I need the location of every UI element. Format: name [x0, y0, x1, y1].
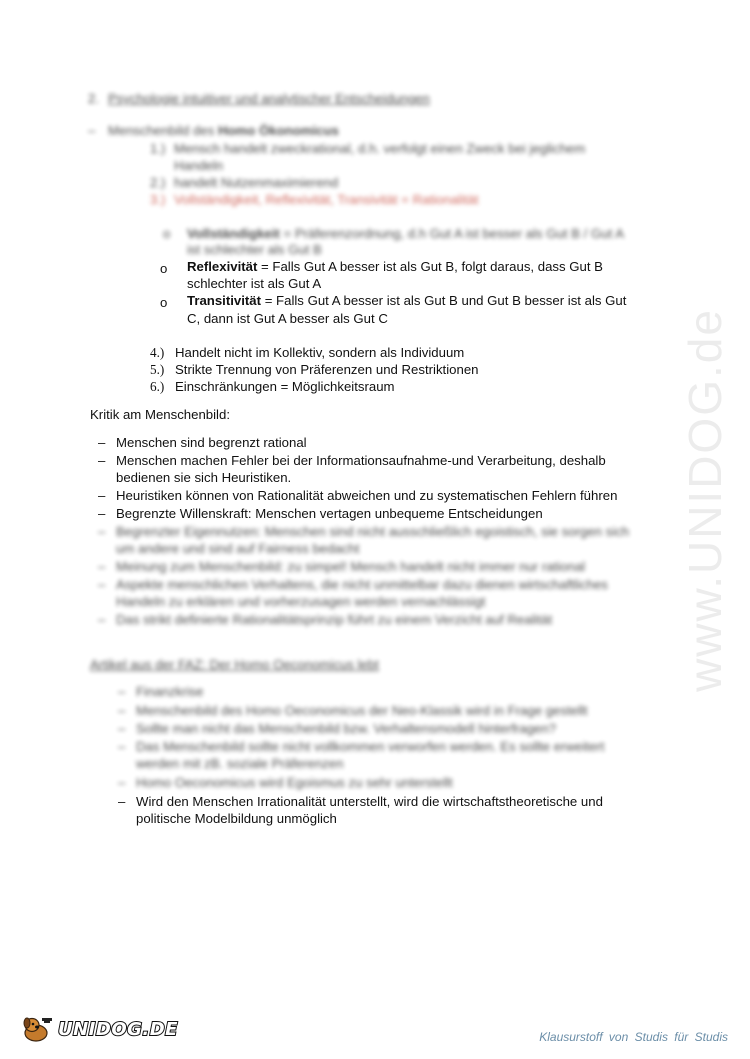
- sub-item-transitivitaet: Transitivität = Falls Gut A besser ist als Gut B und Gut B besser ist als Gut: [187, 293, 627, 308]
- item-num: 2.): [150, 175, 166, 190]
- kritik-item-cont: um andere und sind auf Fairness bedacht: [116, 541, 360, 556]
- item-text: Einschränkungen = Möglichkeitsraum: [175, 379, 395, 394]
- dash: –: [98, 435, 106, 450]
- sub-bullet: o: [163, 226, 171, 241]
- item-num: 6.): [150, 379, 165, 394]
- logo-text: UNIDOG.DE: [58, 1018, 178, 1040]
- dash: –: [98, 453, 106, 468]
- unidog-logo[interactable]: [22, 1014, 178, 1044]
- item-text: Strikte Trennung von Präferenzen und Restriktionen: [175, 362, 479, 377]
- artikel-item: Menschenbild des Homo Oeconomicus der Neo-Klassik wird in Frage gestellt: [136, 703, 588, 718]
- dash: –: [118, 721, 126, 736]
- kritik-item: Heuristiken können von Rationalität abweichen und zu systematischen Fehlern führen: [116, 488, 618, 503]
- dash: –: [98, 488, 106, 503]
- artikel-item: Das Menschenbild sollte nicht vollkommen verworfen werden. Es sollte erweitert: [136, 739, 605, 754]
- dash: –: [98, 506, 106, 521]
- dash: –: [118, 775, 126, 790]
- artikel-item: Wird den Menschen Irrationalität unterstellt, wird die wirtschaftstheoretische und: [136, 794, 603, 809]
- dash: –: [98, 524, 106, 539]
- section-dash: –: [88, 123, 96, 138]
- dash: –: [118, 739, 126, 754]
- sub-item-reflexivitaet: Reflexivität = Falls Gut A besser ist als Gut B, folgt daraus, dass Gut B: [187, 259, 603, 274]
- item-num: 3.): [150, 192, 166, 207]
- item-text-cont: Handeln: [174, 158, 224, 173]
- sub-item-text: Vollständigkeit = Präferenzordnung, d.h Gut A ist besser als Gut B / Gut A: [187, 226, 624, 241]
- sub-bullet: o: [160, 295, 168, 310]
- kritik-item: Menschen machen Fehler bei der Informationsaufnahme-und Verarbeitung, deshalb: [116, 453, 606, 468]
- artikel-item: Sollte man nicht das Menschenbild bzw. Verhaltensmodell hinterfragen?: [136, 721, 557, 736]
- kritik-item: Begrenzte Willenskraft: Menschen vertagen unbequeme Entscheidungen: [116, 506, 543, 521]
- item-num: 5.): [150, 362, 165, 377]
- sub-item-cont: C, dann ist Gut A besser als Gut C: [187, 311, 388, 326]
- item-text: handelt Nutzenmaximierend: [174, 175, 339, 190]
- artikel-item: Finanzkrise: [136, 684, 204, 699]
- item-text: Mensch handelt zweckrational, d.h. verfolgt einen Zweck bei jeglichem: [174, 141, 586, 156]
- dog-icon: [22, 1015, 54, 1043]
- item-text: Vollständigkeit, Reflexivität, Transivität = Rationalität: [174, 192, 479, 207]
- kritik-item: Menschen sind begrenzt rational: [116, 435, 307, 450]
- footer-slogan: Klausurstoff von Studis für Studis: [539, 1030, 728, 1044]
- kritik-item: Begrenzter Eigennutzen: Menschen sind nicht ausschließlich egoistisch, sie sorgen sich: [116, 524, 630, 539]
- dash: –: [98, 612, 106, 627]
- sub-item-cont: ist schlechter als Gut B: [187, 242, 322, 257]
- dash: –: [98, 577, 106, 592]
- dash: –: [118, 703, 126, 718]
- menschenbild-intro: Menschenbild des Homo Ökonomicus: [108, 123, 339, 138]
- artikel-item-cont: werden mit zB. soziale Präferenzen: [136, 756, 344, 771]
- artikel-title: Artikel aus der FAZ: Der Homo Oeconomicus lebt: [90, 657, 379, 672]
- item-num: 1.): [150, 141, 166, 156]
- sub-item-cont: schlechter ist als Gut A: [187, 276, 322, 291]
- kritik-item: Das strikt definierte Rationalitätsprinzip führt zu einem Verzicht auf Realität: [116, 612, 553, 627]
- kritik-title: Kritik am Menschenbild:: [90, 407, 230, 422]
- watermark: www.UNIDOG.de: [679, 308, 732, 692]
- kritik-item-cont: Handeln zu erklären und vorherzusagen werden vernachlässigt: [116, 594, 486, 609]
- kritik-item-cont: bedienen sie sich Heuristiken.: [116, 470, 292, 485]
- dash: –: [118, 794, 126, 809]
- dash: –: [98, 559, 106, 574]
- heading-number: 2.: [88, 91, 99, 106]
- heading-text: Psychologie intuitiver und analytischer Entscheidungen: [108, 91, 430, 106]
- item-text: Handelt nicht im Kollektiv, sondern als Individuum: [175, 345, 465, 360]
- kritik-item: Aspekte menschlichen Verhaltens, die nicht unmittelbar dazu dienen wirtschaftliches: [116, 577, 608, 592]
- dash: –: [118, 684, 126, 699]
- artikel-item: Homo Oeconomicus wird Egoismus zu sehr unterstellt: [136, 775, 453, 790]
- artikel-item-cont: politische Modelbildung unmöglich: [136, 811, 337, 826]
- sub-bullet: o: [160, 261, 168, 276]
- kritik-item: Meinung zum Menschenbild: zu simpel! Mensch handelt nicht immer nur rational: [116, 559, 586, 574]
- item-num: 4.): [150, 345, 165, 360]
